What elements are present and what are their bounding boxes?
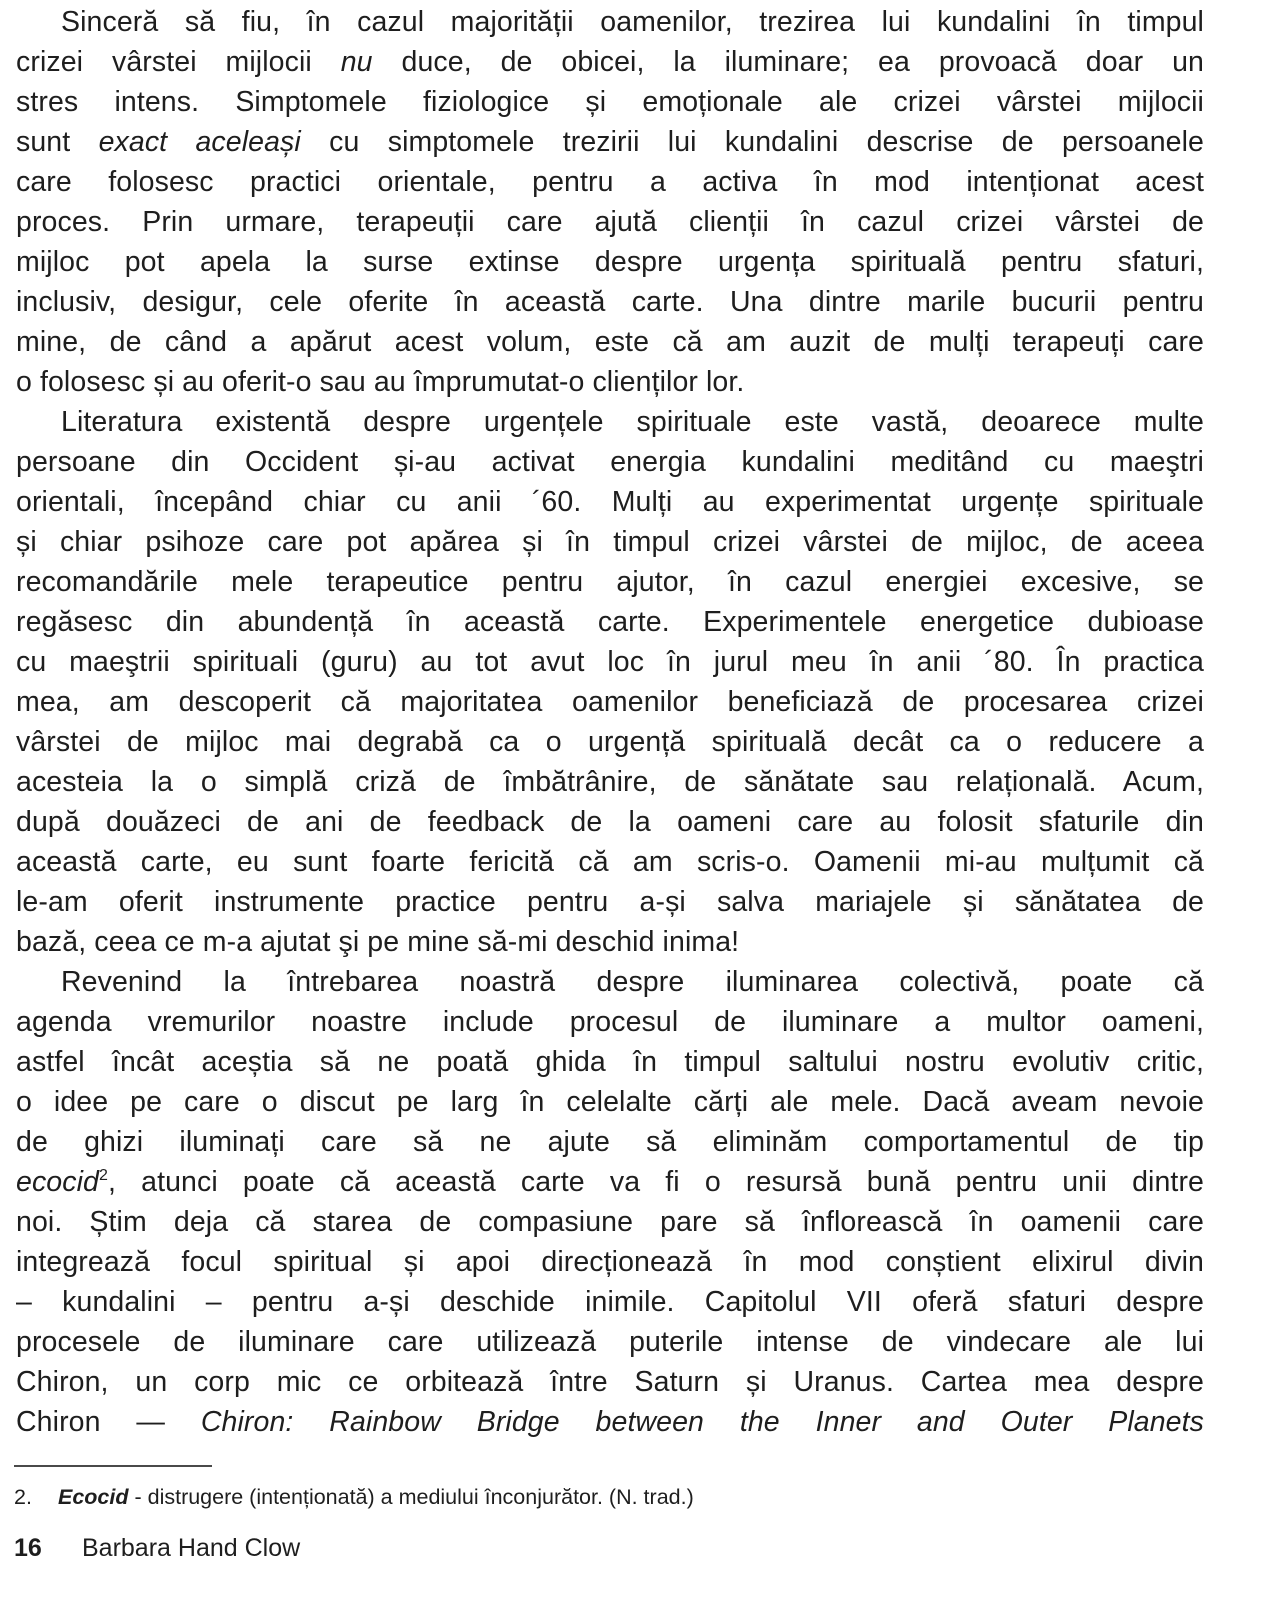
text-segment: mine, de când a apărut acest volum, este că am auzit de mulți terapeuți care: [16, 326, 1204, 358]
text-segment: , atunci poate că această carte va fi o resursă bună pentru unii dintre: [107, 1166, 1204, 1198]
italic-text: exact aceleași: [98, 126, 301, 158]
italic-text: nu: [340, 46, 373, 78]
text-line: [16, 1402, 1204, 1442]
text-line: [16, 362, 1204, 402]
text-line: [16, 522, 1204, 562]
text-segment: o idee pe care o discut pe larg în celelalte cărți ale mele. Dacă aveam nevoie: [16, 1086, 1204, 1118]
text-segment: și chiar psihoze care pot apărea și în timpul crizei vârstei de mijloc, de aceea: [16, 526, 1204, 558]
text-segment: sunt: [16, 126, 99, 158]
text-line: [16, 1242, 1204, 1282]
text-segment: cu maeştrii spirituali (guru) au tot avut loc în jurul meu în anii ´80. În practica: [16, 646, 1204, 678]
text-segment: astfel încât aceștia să ne poată ghida în timpul saltului nostru evolutiv critic,: [16, 1046, 1204, 1078]
text-segment: – kundalini – pentru a-și deschide inimile. Capitolul VII oferă sfaturi despre: [16, 1286, 1204, 1318]
text-segment: Literatura existentă despre urgențele spirituale este vastă, deoarece multe: [61, 406, 1204, 438]
text-line: [16, 762, 1204, 802]
text-line: [16, 1082, 1204, 1122]
text-segment: care folosesc practici orientale, pentru a activa în mod intenționat acest: [16, 166, 1204, 198]
text-segment: stres intens. Simptomele fiziologice și emoționale ale crizei vârstei mijlocii: [16, 86, 1204, 118]
text-line: [16, 1122, 1204, 1162]
text-line: [16, 402, 1204, 442]
footnote-reference: 2: [98, 1167, 108, 1184]
text-line: [16, 42, 1204, 82]
text-segment: după douăzeci de ani de feedback de la oameni care au folosit sfaturile din: [16, 806, 1204, 838]
running-author: Barbara Hand Clow: [82, 1534, 301, 1562]
text-line: [16, 602, 1204, 642]
text-segment: recomandările mele terapeutice pentru ajutor, în cazul energiei excesive, se: [16, 566, 1204, 598]
text-segment: Chiron, un corp mic ce orbitează între Saturn și Uranus. Cartea mea despre: [16, 1366, 1204, 1398]
footnote-divider: [14, 1465, 212, 1467]
text-segment: persoane din Occident și-au activat energia kundalini meditând cu maeştri: [16, 446, 1204, 478]
text-line: [16, 1002, 1204, 1042]
text-segment: acesteia la o simplă criză de îmbătrânire, de sănătate sau relațională. Acum,: [16, 766, 1204, 798]
text-line: [16, 82, 1204, 122]
text-line: [16, 1282, 1204, 1322]
text-line: [16, 922, 1204, 962]
page-footer: [14, 1531, 300, 1565]
text-line: [16, 1042, 1204, 1082]
text-segment: vârstei de mijloc mai degrabă ca o urgență spirituală decât ca o reducere a: [16, 726, 1204, 758]
text-line: [16, 2, 1204, 42]
text-line: [16, 1162, 1204, 1202]
text-segment: Chiron —: [16, 1406, 201, 1438]
text-segment: duce, de obicei, la iluminare; ea provoacă doar un: [372, 46, 1204, 78]
text-segment: cu simptomele trezirii lui kundalini descrise de persoanele: [300, 126, 1204, 158]
text-segment: de ghizi iluminați care să ne ajute să eliminăm comportamentul de tip: [16, 1126, 1204, 1158]
text-segment: mijloc pot apela la surse extinse despre urgența spirituală pentru sfaturi,: [16, 246, 1204, 278]
text-line: [16, 842, 1204, 882]
text-line: [16, 722, 1204, 762]
text-segment: o folosesc și au oferit-o sau au împrumutat-o clienților lor.: [16, 366, 745, 398]
text-line: [16, 282, 1204, 322]
text-segment: Revenind la întrebarea noastră despre iluminarea colectivă, poate că: [61, 966, 1204, 998]
text-segment: inclusiv, desigur, cele oferite în această carte. Una dintre marile bucurii pentru: [16, 286, 1204, 318]
text-segment: agenda vremurilor noastre include procesul de iluminare a multor oameni,: [16, 1006, 1204, 1038]
footnote-text: - distrugere (intenționată) a mediului înconjurător. (N. trad.): [128, 1485, 694, 1509]
footnote: [14, 1482, 694, 1512]
text-line: [16, 882, 1204, 922]
text-segment: crizei vârstei mijlocii: [16, 46, 341, 78]
text-line: [16, 562, 1204, 602]
text-segment: bază, ceea ce m-a ajutat şi pe mine să-mi deschid inima!: [16, 926, 740, 958]
text-line: [16, 1362, 1204, 1402]
footnote-term: Ecocid: [58, 1485, 129, 1509]
text-segment: Sinceră să fiu, în cazul majorității oamenilor, trezirea lui kundalini în timpul: [61, 6, 1204, 38]
italic-text: Chiron: Rainbow Bridge between the Inner and Outer Planets: [200, 1406, 1204, 1438]
text-line: [16, 962, 1204, 1002]
text-line: [16, 802, 1204, 842]
text-segment: integrează focul spiritual și apoi direcționează în mod conștient elixirul divin: [16, 1246, 1204, 1278]
text-line: [16, 242, 1204, 282]
text-segment: noi. Știm deja că starea de compasiune pare să înflorească în oamenii care: [16, 1206, 1204, 1238]
text-line: [16, 202, 1204, 242]
text-segment: regăsesc din abundență în această carte. Experimentele energetice dubioase: [16, 606, 1204, 638]
text-segment: procesele de iluminare care utilizează puterile intense de vindecare ale lui: [16, 1326, 1204, 1358]
page-number: 16: [14, 1534, 42, 1562]
text-line: [16, 482, 1204, 522]
text-line: [16, 642, 1204, 682]
text-line: [16, 1202, 1204, 1242]
text-segment: proces. Prin urmare, terapeuții care ajută clienții în cazul crizei vârstei de: [16, 206, 1204, 238]
text-line: [16, 162, 1204, 202]
text-line: [16, 682, 1204, 722]
text-line: [16, 322, 1204, 362]
text-segment: le-am oferit instrumente practice pentru a-și salva mariajele și sănătatea de: [16, 886, 1204, 918]
text-segment: mea, am descoperit că majoritatea oamenilor beneficiază de procesarea crizei: [16, 686, 1204, 718]
text-segment: această carte, eu sunt foarte fericită că am scris-o. Oamenii mi-au mulțumit că: [16, 846, 1204, 878]
footnote-number: 2.: [14, 1485, 32, 1509]
text-line: [16, 1322, 1204, 1362]
text-line: [16, 442, 1204, 482]
text-line: [16, 122, 1204, 162]
italic-text: ecocid: [16, 1166, 99, 1198]
text-segment: orientali, începând chiar cu anii ´60. Mulți au experimentat urgențe spirituale: [16, 486, 1204, 518]
body-text: [16, 2, 1204, 1442]
